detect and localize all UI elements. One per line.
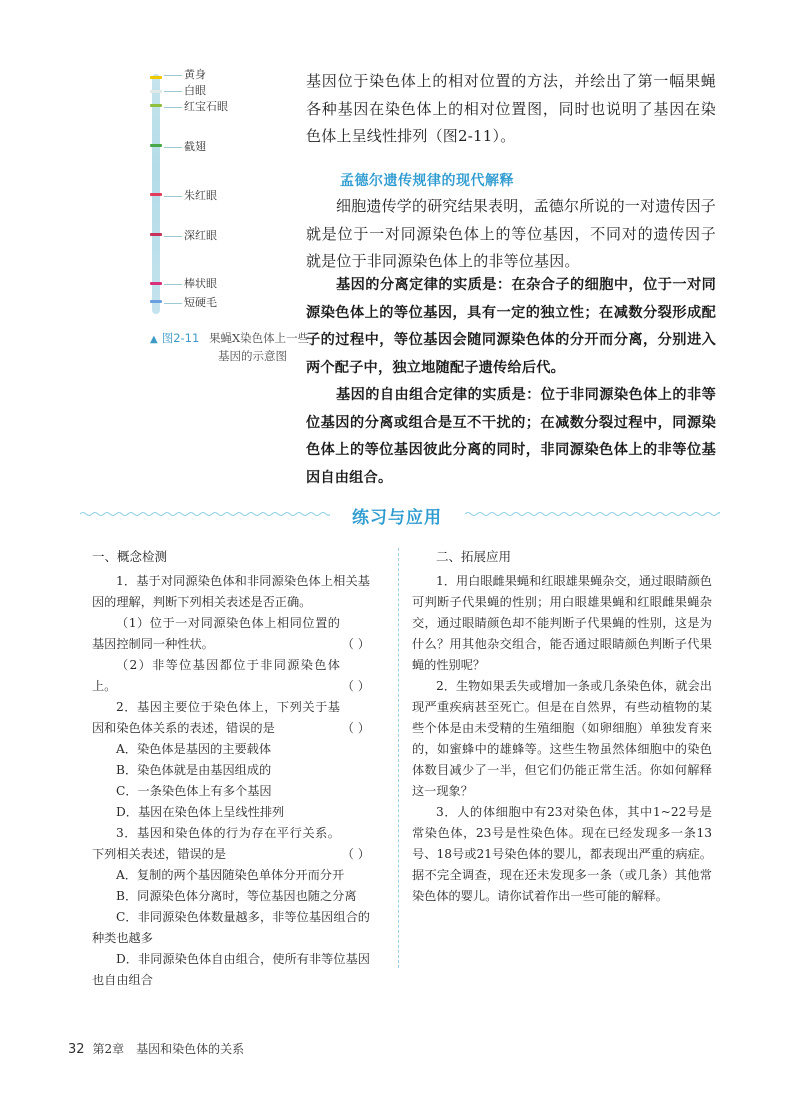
left-q1-item2 xyxy=(92,655,370,697)
gene-leader-line xyxy=(164,91,182,92)
left-q2-option: A．染色体是基因的主要载体 xyxy=(116,742,272,756)
gene-band xyxy=(150,233,162,236)
answer-paren[interactable]: （ ） xyxy=(341,679,370,693)
left-q1-item1-text: （1）位于一对同源染色体上相同位置的基因控制同一种性状。 xyxy=(92,616,340,651)
column-divider xyxy=(398,548,399,968)
paragraph-2: 基因的分离定律的实质是：在杂合子的细胞中，位于一对同源染色体上的等位基因，具有一定的独立性；在减数分裂形成配子的过程中，等位基因会随同源染色体的分开而分离，分别进入两个配子中，独立地随配子遗传给后代。 xyxy=(306,277,716,376)
page-number: 32 xyxy=(68,1042,85,1057)
right-heading: 二、拓展应用 xyxy=(436,549,512,564)
left-q3-option: A．复制的两个基因随染色单体分开而分开 xyxy=(116,868,345,882)
page-footer xyxy=(68,1040,244,1057)
left-q1-item2-text: （2）非等位基因都位于非同源染色体上。 xyxy=(92,658,340,693)
gene-label: 深红眼 xyxy=(184,229,217,242)
left-q3-stem-text: 3．基因和染色体的行为存在平行关系。下列相关表述，错误的是 xyxy=(92,826,340,861)
left-q3-stem xyxy=(92,823,370,865)
gene-label: 朱红眼 xyxy=(184,189,217,202)
left-q2-option: C．一条染色体上有多个基因 xyxy=(116,784,272,798)
left-q2-option: B．染色体就是由基因组成的 xyxy=(116,763,272,777)
gene-leader-line xyxy=(164,75,182,76)
header-wave-left xyxy=(80,509,330,519)
chapter-title: 第2章 基因和染色体的关系 xyxy=(92,1042,245,1056)
gene-label: 短硬毛 xyxy=(184,296,217,309)
caption-triangle-icon: ▲ xyxy=(150,334,158,345)
gene-band xyxy=(150,76,162,79)
answer-paren[interactable]: （ ） xyxy=(341,847,370,861)
left-q3-option: D．非同源染色体自由组合，使所有非等位基因也自由组合 xyxy=(92,952,370,987)
gene-band xyxy=(150,144,162,147)
gene-leader-line xyxy=(164,303,182,304)
gene-band xyxy=(150,300,162,303)
practice-title: 练习与应用 xyxy=(352,508,442,528)
header-wave-right xyxy=(465,509,720,519)
gene-label: 黄身 xyxy=(184,68,206,81)
right-q2: 2．生物如果丢失或增加一条或几条染色体，就会出现严重疾病甚至死亡。但是在自然界，有些动植物的某些个体是由未受精的生殖细胞（如卵细胞）单独发育来的，如蜜蜂中的雄蜂等。这些生物虽然体细胞中的染色体数目减少了一半，但它们仍能正常生活。你如何解释这一现象？ xyxy=(412,679,712,798)
figure-caption xyxy=(150,330,310,365)
gene-leader-line xyxy=(164,196,182,197)
gene-leader-line xyxy=(164,107,182,108)
right-column xyxy=(412,546,712,907)
section-heading: 孟德尔遗传规律的现代解释 xyxy=(340,173,514,189)
left-q3-option: B．同源染色体分离时，等位基因也随之分离 xyxy=(116,889,357,903)
paragraph-3: 基因的自由组合定律的实质是：位于非同源染色体上的非等位基因的分离或组合是互不干扰的；在减数分裂过程中，同源染色体上的等位基因彼此分离的同时，非同源染色体上的非等位基因自由组合。 xyxy=(306,387,716,486)
gene-band xyxy=(150,90,162,93)
right-q3: 3．人的体细胞中有23对染色体，其中1~22号是常染色体，23号是性染色体。现在已经发现多一条13号、18号或21号染色体的婴儿，都表现出严重的病症。据不完全调查，现在还未发现多一条（或几条）其他常染色体的婴儿。请你试着作出一些可能的解释。 xyxy=(412,805,712,903)
left-heading: 一、概念检测 xyxy=(92,549,168,564)
caption-line-2: 基因的示意图 xyxy=(218,349,287,363)
gene-label: 白眼 xyxy=(184,84,206,97)
gene-label: 红宝石眼 xyxy=(184,100,228,113)
left-q2-stem xyxy=(92,697,370,739)
answer-paren[interactable]: （ ） xyxy=(341,637,370,651)
caption-line-1: 果蝇X染色体上一些 xyxy=(208,331,310,345)
gene-band xyxy=(150,104,162,107)
gene-leader-line xyxy=(164,236,182,237)
gene-leader-line xyxy=(164,284,182,285)
gene-band xyxy=(150,193,162,196)
figure-number: 图2-11 xyxy=(161,331,200,345)
chromosome-figure xyxy=(140,60,290,320)
gene-leader-line xyxy=(164,147,182,148)
left-column xyxy=(92,546,370,991)
intro-paragraph: 基因位于染色体上的相对位置的方法，并绘出了第一幅果蝇各种基因在染色体上的相对位置图，同时也说明了基因在染色体上呈线性排列（图2-11）。 xyxy=(306,72,716,145)
paragraph-1: 细胞遗传学的研究结果表明，孟德尔所说的一对遗传因子就是位于一对同源染色体上的等位基因，不同对的遗传因子就是位于非同源染色体上的非等位基因。 xyxy=(306,197,717,270)
left-q1-item1 xyxy=(92,613,370,655)
left-q2-option: D．基因在染色体上呈线性排列 xyxy=(116,805,285,819)
left-q1-stem: 1．基于对同源染色体和非同源染色体上相关基因的理解，判断下列相关表述是否正确。 xyxy=(92,574,370,609)
left-q3-option: C．非同源染色体数量越多，非等位基因组合的种类也越多 xyxy=(92,910,370,945)
answer-paren[interactable]: （ ） xyxy=(341,721,370,735)
gene-band xyxy=(150,282,162,285)
gene-label: 截翅 xyxy=(184,140,206,153)
right-q1: 1．用白眼雌果蝇和红眼雄果蝇杂交，通过眼睛颜色可判断子代果蝇的性别；用白眼雄果蝇和红眼雌果蝇杂交，通过眼睛颜色却不能判断子代果蝇的性别，这是为什么？用其他杂交组合，能否通过眼睛颜色判断子代果蝇的性别呢？ xyxy=(412,574,712,672)
left-q2-stem-text: 2．基因主要位于染色体上，下列关于基因和染色体关系的表述，错误的是 xyxy=(92,700,340,735)
gene-label: 棒状眼 xyxy=(184,277,217,290)
